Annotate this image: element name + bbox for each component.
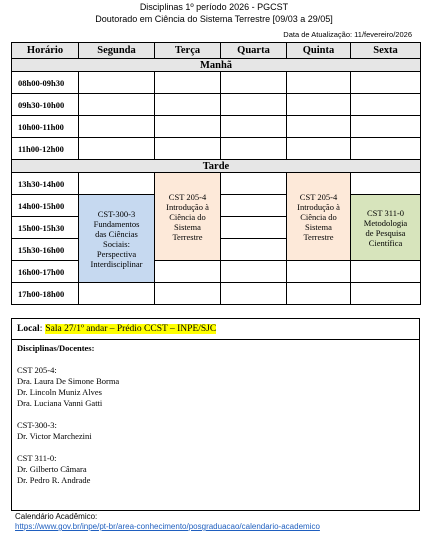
col-header-quinta: Quinta [287, 43, 351, 59]
time-slot: 14h00-15h00 [12, 195, 79, 217]
calendar-label: Calendário Acadêmico: [15, 512, 98, 521]
col-header-horario: Horário [12, 43, 79, 59]
location-row: Local : Sala 27/1º andar – Prédio CCST – INPE/SJC [12, 319, 419, 340]
course-block-tuesday: CST 205-4 Introdução à Ciência do Sistema Terrestre [155, 173, 221, 261]
course-code: CST 311-0: [17, 453, 57, 463]
location-label: Local [17, 324, 40, 334]
instructor-name: Dr. Lincoln Muniz Alves [17, 387, 102, 397]
course-code: CST 205-4: [17, 365, 57, 375]
time-slot: 17h00-18h00 [12, 283, 79, 305]
section-manha: Manhã [12, 59, 421, 72]
col-header-segunda: Segunda [79, 43, 155, 59]
calendar-link[interactable]: https://www.gov.br/inpe/pt-br/area-conhecimento/posgraduacao/calendario-academico [15, 522, 320, 531]
instructor-name: Dr. Pedro R. Andrade [17, 475, 91, 485]
update-date: Data de Atualização: 11/fevereiro/2026 [283, 30, 412, 39]
time-slot: 15h30-16h00 [12, 239, 79, 261]
col-header-sexta: Sexta [351, 43, 421, 59]
instructor-name: Dra. Laura De Simone Borma [17, 376, 120, 386]
instructors-section [12, 340, 419, 489]
schedule-table [11, 42, 421, 305]
time-slot: 13h30-14h00 [12, 173, 79, 195]
col-header-quarta: Quarta [221, 43, 287, 59]
course-block-monday: CST-300-3 Fundamentos das Ciências Sociais: Perspectiva Interdisciplinar [79, 195, 155, 283]
section-tarde: Tarde [12, 160, 421, 173]
instructors-heading: Disciplinas/Docentes: [17, 343, 95, 353]
course-block-thursday: CST 205-4 Introdução à Ciência do Sistema Terrestre [287, 173, 351, 261]
time-slot: 10h00-11h00 [12, 116, 79, 138]
location-value: Sala 27/1º andar – Prédio CCST – INPE/SJC [45, 324, 217, 334]
time-slot: 08h00-09h30 [12, 72, 79, 94]
header-row [12, 43, 421, 59]
time-slot: 16h00-17h00 [12, 261, 79, 283]
instructor-name: Dr. Gilberto Câmara [17, 464, 87, 474]
time-slot: 09h30-10h00 [12, 94, 79, 116]
info-box [11, 318, 420, 511]
col-header-terca: Terça [155, 43, 221, 59]
course-block-friday: CST 311-0 Metodologia de Pesquisa Científica [351, 195, 421, 261]
course-code: CST-300-3: [17, 420, 57, 430]
time-slot: 15h00-15h30 [12, 217, 79, 239]
page-subtitle: Doutorado em Ciência do Sistema Terrestre [09/03 a 29/05] [95, 14, 333, 24]
instructor-name: Dr. Victor Marchezini [17, 431, 92, 441]
page-title: Disciplinas 1º período 2026 - PGCST [139, 2, 289, 12]
instructor-name: Dra. Luciana Vanni Gatti [17, 398, 103, 408]
time-slot: 11h00-12h00 [12, 138, 79, 160]
